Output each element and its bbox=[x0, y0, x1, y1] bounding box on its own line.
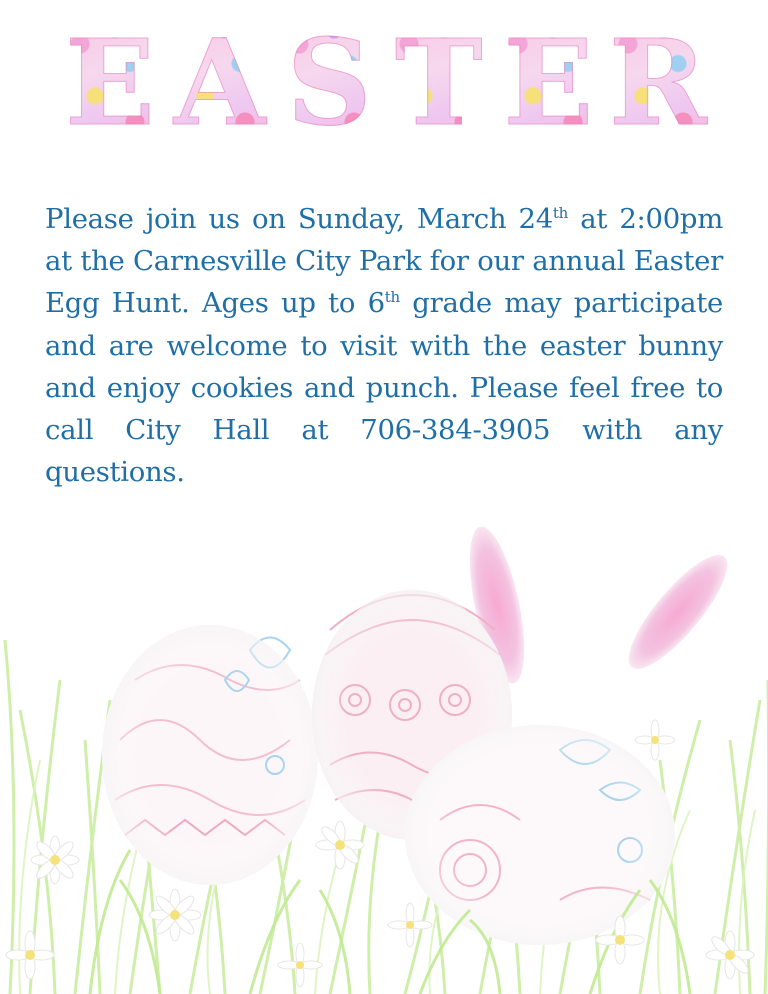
title-letter-e: E bbox=[60, 18, 160, 148]
title-letter-s: S bbox=[279, 18, 379, 148]
invitation-text-part-1: Please join us on Sunday, March 24 bbox=[45, 203, 553, 235]
invitation-text-part-3: grade may participate and are welcome to visit with the easter bunny and enjoy cookies and punch. Please feel free to call City Hall at 706-384-3905 with any questions. bbox=[45, 287, 723, 489]
title-letter-a: A bbox=[170, 18, 270, 148]
easter-title bbox=[60, 13, 708, 152]
title-letter-r: R bbox=[608, 13, 707, 152]
invitation-paragraph bbox=[45, 198, 723, 493]
ordinal-suffix-2: th bbox=[384, 288, 400, 307]
title-letter-t: T bbox=[389, 18, 489, 148]
invitation-text-part-2: at 2:00pm at the Carnesville City Park for our annual Easter Egg Hunt. Ages up to 6 bbox=[45, 203, 723, 320]
easter-egg-icon bbox=[102, 590, 675, 945]
title-letter-e2: E bbox=[498, 18, 598, 148]
ordinal-suffix-1: th bbox=[552, 203, 568, 222]
